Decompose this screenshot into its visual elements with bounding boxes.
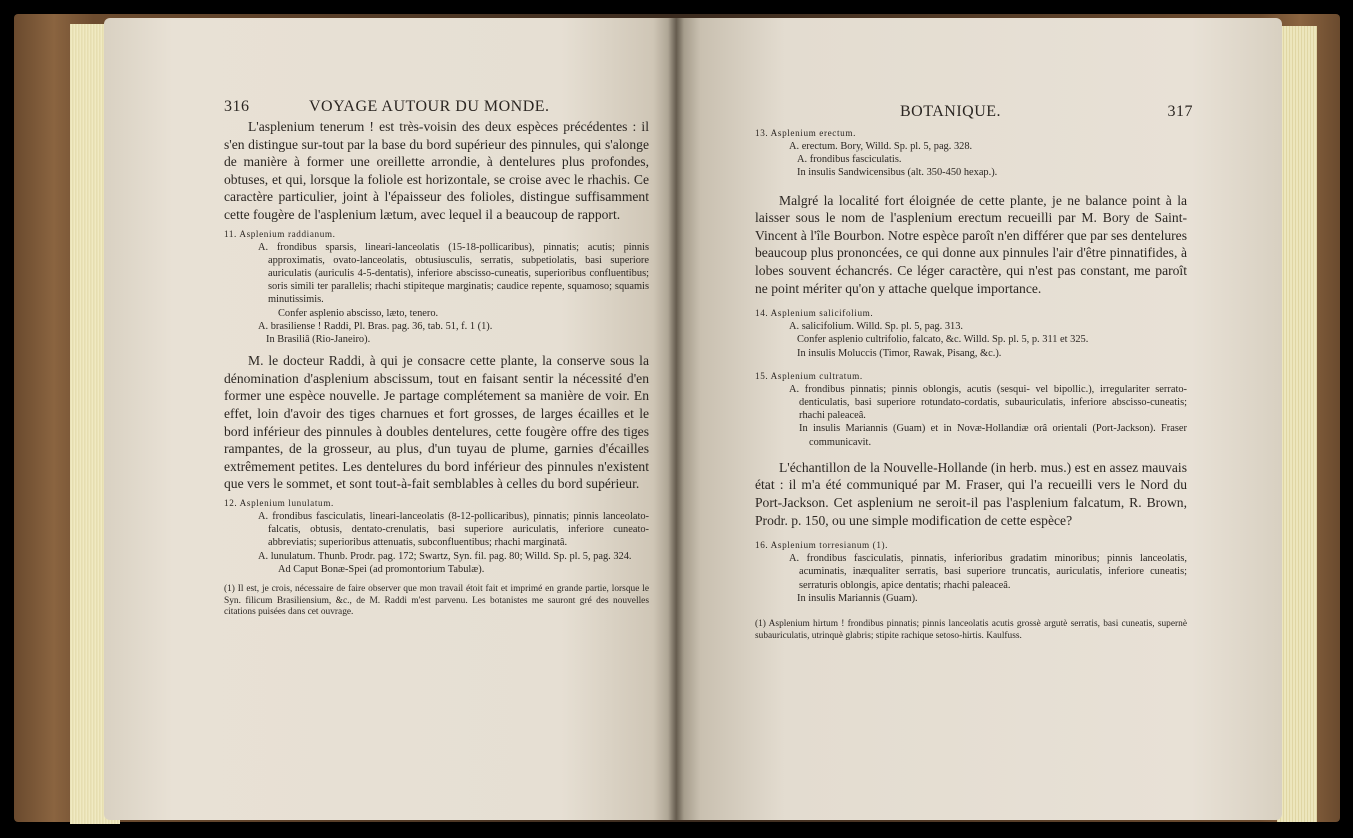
latin-citation: A. lunulatum. Thunb. Prodr. pag. 172; Swartz, Syn. fil. pag. 80; Willd. Sp. pl. 5, pag. 324. (258, 550, 632, 562)
right-running-title: BOTANIQUE. (900, 103, 1002, 120)
latin-citation: A. erectum. Bory, Willd. Sp. pl. 5, pag. 328. (789, 141, 973, 152)
species-heading: 14. Asplenium salicifolium. (755, 308, 874, 319)
latin-note: Confer asplenio cultrifolio, falcato, &c. Willd. Sp. pl. 5, p. 311 et 325. (797, 334, 1089, 346)
latin-description: A. frondibus fasciculatis, lineari-lanceolatis (8-12-pollicaribus), pinnatis; pinnis lanceolato-falcatis, obtusis, dentato-crenulatis, basi superiore auriculatis, inferiore cuneato-abbreviatis; superioribus attenuatis, subconfluentibus; rhachi marginatâ. (258, 510, 649, 549)
right-running-head (755, 103, 1193, 123)
species-heading: 12. Asplenium lunulatum. (224, 497, 334, 508)
species-heading: 16. Asplenium torresianum (1). (755, 540, 889, 551)
latin-locality: Ad Caput Bonæ-Spei (ad promontorium Tabulæ). (278, 563, 485, 575)
latin-citation: A. salicifolium. Willd. Sp. pl. 5, pag. 313. (789, 321, 964, 333)
latin-note: Confer asplenio abscisso, læto, tenero. (278, 307, 439, 319)
footnote: (1) Asplenium hirtum ! frondibus pinnatis; pinnis lanceolatis acutis grossè argutè serratis, basi cuneatis, supernè subauriculatis, utrinquè glabris; stipite rachique setoso-hirtis. Kaulfuss. (755, 618, 1187, 641)
species-heading: 11. Asplenium raddianum. (224, 228, 336, 239)
paragraph: L'asplenium tenerum ! est très-voisin des deux espèces précédentes : il s'en distingue sur-tout par la base du bord supérieur des pinnules, qui s'alonge de manière à former une oreillette arrondie, à dentelures plus profondes, obtuses, et qui, lorsque la foliole est horizontale, se croise avec le rhachis. Ce caractère particulier, joint à l'épaisseur des folioles, distingue suffisamment cette fougère de l'asplenium lætum, avec lequel il a beaucoup de rapport. (224, 119, 649, 222)
footnote: (1) Il est, je crois, nécessaire de faire observer que mon travail étoit fait et imprimé en grande partie, lorsque le Syn. filicum Brasiliensium, &c., de M. Raddi m'est parvenu. Les botanistes me sauront gré des nouvelles citations puisées dans cet ouvrage. (224, 583, 649, 618)
latin-citation: A. brasiliense ! Raddi, Pl. Bras. pag. 36, tab. 51, f. 1 (1). (258, 320, 493, 332)
paragraph: M. le docteur Raddi, à qui je consacre cette plante, la conserve sous la dénomination d'asplenium abscissum, tout en faisant sentir la nécessité d'en former une espèce nouvelle. Je partage complétement sa manière de voir. En effet, loin d'avoir des tiges charnues et fort grosses, de larges écailles et le bord inférieur des pinnules à doubles dentelures, cette fougère offre des tiges rampantes, de la grosseur, au plus, d'un tuyau de plume, garnies d'écailles extrêmement petites. Les dentelures du bord inférieur des pinnules n'existent que vers le sommet, et sont tout-à-fait semblables à celles du bord supérieur. (224, 353, 649, 492)
latin-locality: In Brasiliâ (Rio-Janeiro). (266, 333, 371, 345)
paragraph: Malgré la localité fort éloignée de cette plante, je ne balance point à la laisser sous le nom de l'asplenium erectum recueilli par M. Bory de Saint-Vincent à l'île Bourbon. Notre espèce paroît n'en différer que par ses dentelures beaucoup plus prononcées, ce qui donne aux pinnules l'air d'être pinnatifides, à lobes souvent échancrés. Ce léger caractère, qui n'est pas constant, me paroît ne point mériter qu'on y attache quelque importance. (755, 192, 1187, 296)
latin-locality: In insulis Sandwicensibus (alt. 350-450 hexap.). (797, 167, 998, 179)
right-text-column (755, 103, 1193, 642)
page-edges-right (1277, 26, 1317, 822)
book-gutter (668, 18, 684, 820)
left-text-column (224, 98, 649, 619)
latin-description: A. frondibus fasciculatis, pinnatis, inferioribus gradatim minoribus; pinnis lanceolatis, acuminatis, inæqualiter serratis, basi superiore truncatis, auriculatis, inferiore cuneatis; serraturis oblongis, apice dentatis; rhachi paleaceâ. (789, 553, 1187, 591)
latin-locality: In insulis Mariannis (Guam) et in Novæ-Hollandiæ orâ orientali (Port-Jackson). Fraser communicavit. (799, 423, 1187, 448)
latin-description: A. frondibus fasciculatis. (797, 154, 902, 166)
left-running-head (224, 98, 649, 118)
right-page-number: 317 (1167, 103, 1193, 120)
latin-description: A. frondibus pinnatis; pinnis oblongis, acutis (sesqui- vel bipollic.), irregulariter serrato-denticulatis, basi superiore rotundato-cordatis, subauriculatis, inferiore abscisso-cuneatis; rhachi paleaceâ. (789, 383, 1187, 422)
latin-locality: In insulis Moluccis (Timor, Rawak, Pisang, &c.). (797, 347, 1002, 359)
latin-locality: In insulis Mariannis (Guam). (797, 592, 918, 604)
species-heading: 13. Asplenium erectum. (755, 128, 856, 138)
latin-description: A. frondibus sparsis, lineari-lanceolatis (15-18-pollicaribus), pinnatis; acutis; pinnis approximatis, ovato-lanceolatis, obtusiusculis, serratis, subpetiolatis, basi superiore auriculatis (auriculis 4-5-dentatis), inferiore abscisso-cuneatis, superioribus confluentibus; soris simili ter parallelis; rhachi stipiteque marginatis; caudice repente, squamoso; squamis minutissimis. (258, 241, 649, 306)
species-heading: 15. Asplenium cultratum. (755, 370, 863, 381)
left-running-title: VOYAGE AUTOUR DU MONDE. (309, 98, 550, 115)
paragraph: L'échantillon de la Nouvelle-Hollande (in herb. mus.) est en assez mauvais état : il m'a été communiqué par M. Fraser, qui l'a recueilli vers le Nord du Port-Jackson. Cet asplenium ne seroit-il pas l'asplenium falcatum, R. Brown, Prodr. p. 150, ou une simple modification de cette espèce? (755, 459, 1187, 528)
left-page-number: 316 (224, 98, 250, 115)
